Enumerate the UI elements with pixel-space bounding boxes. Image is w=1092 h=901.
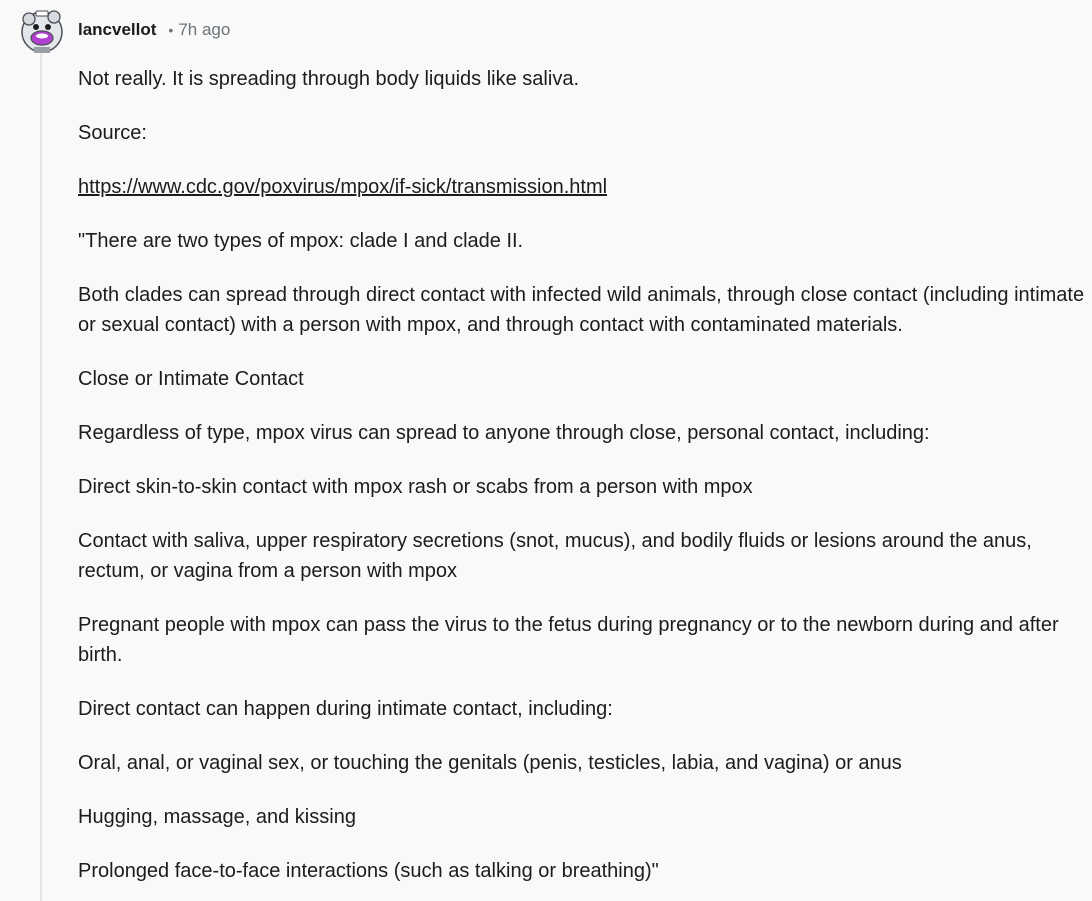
comment-paragraph: Not really. It is spreading through body liquids like saliva.: [78, 68, 579, 90]
snoo-avatar-icon[interactable]: [18, 7, 66, 53]
quote-paragraph: "There are two types of mpox: clade I and clade II.: [78, 230, 524, 252]
comment-header: [18, 7, 230, 53]
thread-line[interactable]: [40, 46, 42, 901]
quote-paragraph: Hugging, massage, and kissing: [78, 806, 356, 828]
separator-dot: •: [168, 22, 174, 38]
quote-paragraph: Pregnant people with mpox can pass the virus to the fetus during pregnancy or to the newborn during and after birth.: [78, 614, 1059, 666]
quote-paragraph: Prolonged face-to-face interactions (such as talking or breathing)": [78, 860, 659, 882]
quote-paragraph: Direct contact can happen during intimate contact, including:: [78, 698, 613, 720]
source-link[interactable]: https://www.cdc.gov/poxvirus/mpox/if-sick/transmission.html: [78, 176, 608, 198]
quote-paragraph: Close or Intimate Contact: [78, 368, 304, 390]
quote-paragraph: Oral, anal, or vaginal sex, or touching the genitals (penis, testicles, labia, and vagina) or anus: [78, 752, 902, 774]
timestamp[interactable]: 7h ago: [178, 20, 231, 39]
quote-paragraph: Contact with saliva, upper respiratory secretions (snot, mucus), and bodily fluids or lesions around the anus, rectum, or vagina from a person with mpox: [78, 530, 1032, 582]
quote-paragraph: Regardless of type, mpox virus can spread to anyone through close, personal contact, including:: [78, 422, 930, 444]
comment-paragraph: Source:: [78, 122, 147, 144]
source-link-paragraph: [78, 172, 1088, 202]
quote-paragraph: Both clades can spread through direct contact with infected wild animals, through close contact (including intimate or sexual contact) with a person with mpox, and through contact with contaminated materials.: [78, 284, 1085, 336]
username-link[interactable]: lancvellot: [78, 20, 157, 39]
comment-body: [78, 64, 1088, 901]
quote-paragraph: Direct skin-to-skin contact with mpox rash or scabs from a person with mpox: [78, 476, 753, 498]
